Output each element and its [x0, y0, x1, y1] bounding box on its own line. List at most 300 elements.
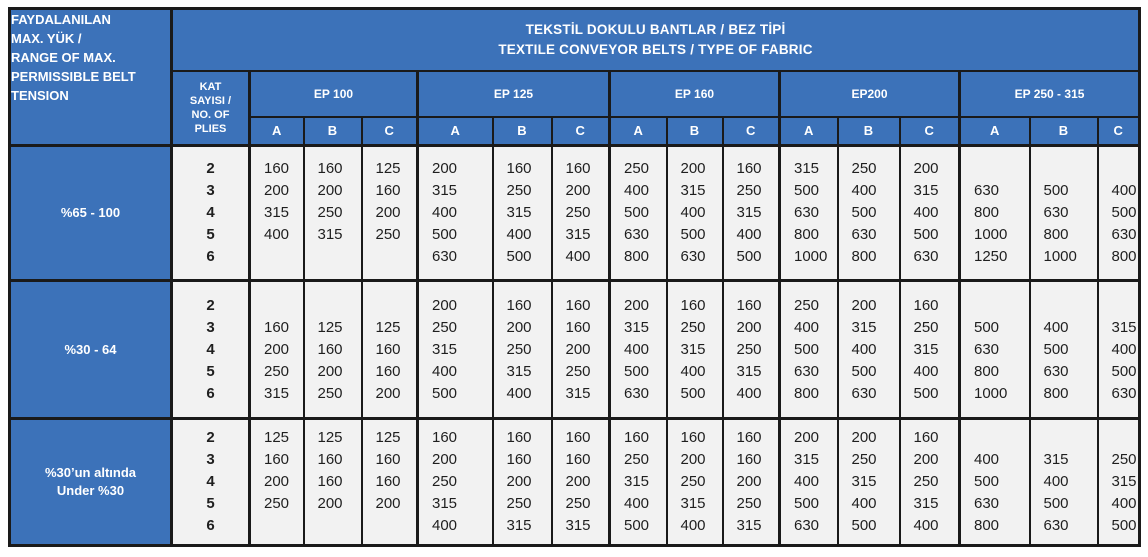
tension-value: 500	[1043, 182, 1069, 199]
column-header-ep125: EP 125	[418, 71, 610, 117]
subcolumn-header-c: C	[900, 117, 960, 146]
value-cell	[723, 146, 780, 281]
table-title-line-tr: TEKSTİL DOKULU BANTLAR / BEZ TİPİ	[525, 21, 786, 37]
tension-value: 160	[736, 429, 762, 446]
tension-value: 400	[506, 226, 532, 243]
tension-value: 160	[506, 296, 532, 314]
tension-value: 125	[375, 160, 401, 177]
plies-cell	[172, 281, 250, 419]
row-group-label-line: Under %30	[56, 483, 125, 498]
tension-value: 250	[432, 473, 458, 490]
tension-value: 160	[375, 473, 401, 490]
tension-value: 630	[1111, 384, 1137, 402]
tension-value: 250	[317, 384, 343, 402]
tension-value: 160	[565, 451, 591, 468]
tension-value: 250	[680, 473, 706, 490]
tension-value: 500	[913, 384, 939, 402]
tension-value: 500	[794, 182, 820, 199]
value-cell	[960, 419, 1030, 546]
tension-value: 160	[680, 429, 706, 446]
value-cell	[667, 281, 723, 419]
tension-value: 630	[1043, 204, 1069, 221]
tension-value: 400	[264, 226, 290, 243]
tension-value	[363, 246, 417, 268]
tension-value: 200	[565, 340, 591, 358]
value-cell	[838, 281, 900, 419]
tension-value: 400	[565, 248, 591, 265]
corner-header-max-load	[10, 9, 172, 146]
tension-value: 125	[375, 318, 401, 336]
tension-value: 160	[317, 160, 343, 177]
tension-value: 200	[506, 318, 532, 336]
value-cell	[610, 419, 667, 546]
tension-value: 160	[432, 429, 458, 446]
plies-cell	[172, 146, 250, 281]
table-title	[172, 9, 1140, 71]
value-cell	[723, 281, 780, 419]
tension-value: 315	[736, 362, 762, 380]
tension-value: 250	[736, 182, 762, 199]
tension-value: 160	[264, 318, 290, 336]
tension-value: 500	[1111, 517, 1137, 534]
tension-value: 200	[565, 473, 591, 490]
tension-value	[1031, 427, 1097, 449]
ply-count: 2	[206, 160, 215, 177]
value-cell	[960, 146, 1030, 281]
subcolumn-header-b: B	[1030, 117, 1098, 146]
plies-cell	[172, 419, 250, 546]
tension-value: 315	[264, 384, 290, 402]
tension-value: 200	[913, 160, 939, 177]
value-cell	[780, 419, 838, 546]
subcolumn-header-a: A	[418, 117, 493, 146]
tension-value: 400	[913, 362, 939, 380]
plies-header-line: NO. OF	[191, 108, 230, 121]
tension-value: 250	[317, 204, 343, 221]
tension-value: 500	[851, 362, 877, 380]
tension-value: 500	[1111, 362, 1137, 380]
tension-value	[251, 515, 303, 537]
value-cell	[1030, 146, 1098, 281]
tension-value: 200	[432, 451, 458, 468]
tension-value: 400	[851, 182, 877, 199]
column-header-ep200: EP200	[780, 71, 960, 117]
tension-value: 160	[264, 160, 290, 177]
tension-value: 400	[432, 517, 458, 534]
ply-count: 4	[206, 473, 215, 490]
subcolumn-header-a: A	[780, 117, 838, 146]
tension-value: 315	[1043, 451, 1069, 468]
tension-value: 1000	[974, 226, 1008, 243]
tension-value: 500	[432, 384, 458, 402]
tension-value: 160	[506, 429, 532, 446]
tension-value: 400	[736, 226, 762, 243]
tension-value: 315	[624, 473, 650, 490]
tension-value: 1000	[794, 248, 828, 265]
plies-header-line: SAYISI /	[189, 94, 232, 107]
table-title-line-en: TEXTILE CONVEYOR BELTS / TYPE OF FABRIC	[498, 41, 813, 57]
tension-value: 630	[1043, 362, 1069, 380]
column-header-plies	[172, 71, 250, 146]
tension-value: 250	[851, 160, 877, 177]
subcolumn-header-b: B	[838, 117, 900, 146]
tension-value: 160	[680, 296, 706, 314]
tension-value: 1250	[974, 248, 1008, 265]
tension-row-group	[10, 146, 1140, 281]
tension-value: 160	[264, 451, 290, 468]
tension-value: 125	[375, 429, 401, 446]
value-cell	[304, 281, 362, 419]
tension-value: 400	[1111, 182, 1137, 199]
value-cell	[493, 146, 552, 281]
ply-count: 5	[206, 495, 215, 512]
tension-value: 500	[794, 340, 820, 358]
tension-value: 125	[317, 429, 343, 446]
tension-value: 160	[736, 451, 762, 468]
tension-value	[251, 295, 303, 317]
tension-value: 200	[432, 160, 458, 177]
tension-value: 250	[913, 473, 939, 490]
ply-count: 6	[206, 248, 215, 265]
subcolumn-header-b: B	[493, 117, 552, 146]
tension-value: 800	[851, 248, 877, 265]
ply-count: 3	[206, 451, 215, 468]
tension-value: 315	[506, 362, 532, 380]
tension-value: 250	[1111, 451, 1137, 468]
subcolumn-header-c: C	[1098, 117, 1140, 146]
tension-value: 400	[1111, 495, 1137, 512]
ply-count: 3	[206, 318, 215, 336]
tension-value: 250	[506, 495, 532, 512]
tension-value: 400	[1043, 473, 1069, 490]
plies-header-line: PLIES	[194, 122, 227, 135]
table-header	[10, 9, 1140, 146]
tension-value	[961, 158, 1029, 180]
tension-value: 400	[913, 517, 939, 534]
tension-value	[1031, 295, 1097, 317]
tension-value: 160	[624, 429, 650, 446]
corner-header-line: RANGE OF MAX.	[11, 50, 116, 65]
tension-value: 250	[375, 226, 401, 243]
tension-value: 400	[680, 517, 706, 534]
tension-value: 500	[1043, 340, 1069, 358]
tension-value: 200	[317, 362, 343, 380]
tension-value: 250	[624, 451, 650, 468]
row-group-label	[10, 419, 172, 546]
ply-count: 4	[206, 340, 215, 358]
value-cell	[418, 146, 493, 281]
ply-count: 2	[206, 429, 215, 446]
tension-value: 630	[1111, 226, 1137, 243]
tension-value: 800	[794, 226, 820, 243]
tension-value: 160	[317, 340, 343, 358]
value-cell	[552, 419, 610, 546]
row-group-label-line: %30’un altında	[44, 465, 137, 480]
tension-value: 250	[565, 362, 591, 380]
column-header-ep100: EP 100	[250, 71, 418, 117]
tension-value: 500	[851, 517, 877, 534]
tension-value: 630	[974, 340, 1000, 358]
tension-value: 250	[565, 204, 591, 221]
value-cell	[667, 419, 723, 546]
tension-value: 400	[851, 340, 877, 358]
tension-value: 160	[565, 318, 591, 336]
tension-value: 315	[565, 517, 591, 534]
tension-value: 500	[1043, 495, 1069, 512]
tension-value: 250	[264, 362, 290, 380]
tension-value: 200	[375, 204, 401, 221]
value-cell	[552, 281, 610, 419]
value-cell	[362, 146, 418, 281]
tension-value: 200	[264, 473, 290, 490]
tension-value	[1031, 158, 1097, 180]
tension-value: 630	[624, 226, 650, 243]
tension-value: 630	[851, 384, 877, 402]
tension-value: 160	[913, 296, 939, 314]
tension-value: 400	[1111, 340, 1137, 358]
tension-value: 315	[736, 204, 762, 221]
value-cell	[1098, 419, 1140, 546]
ply-count: 4	[206, 204, 215, 221]
tension-value: 200	[680, 160, 706, 177]
tension-value: 250	[506, 182, 532, 199]
tension-value: 315	[736, 517, 762, 534]
tension-value: 800	[1043, 384, 1069, 402]
plies-header-line: KAT	[199, 80, 222, 93]
tension-value: 200	[680, 451, 706, 468]
column-header-ep160: EP 160	[610, 71, 780, 117]
belt-tension-table	[8, 7, 1141, 547]
tension-value: 315	[913, 340, 939, 358]
tension-value: 160	[375, 182, 401, 199]
column-header-ep250-315: EP 250 - 315	[960, 71, 1140, 117]
tension-value: 160	[506, 451, 532, 468]
tension-value: 800	[974, 362, 1000, 380]
tension-value: 315	[1111, 473, 1137, 490]
tension-value: 250	[624, 160, 650, 177]
value-cell	[723, 419, 780, 546]
tension-value: 500	[680, 226, 706, 243]
tension-value: 400	[794, 473, 820, 490]
value-cell	[900, 146, 960, 281]
tension-value	[363, 295, 417, 317]
tension-value: 315	[317, 226, 343, 243]
tension-value: 400	[680, 362, 706, 380]
value-cell	[250, 146, 304, 281]
tension-value: 400	[624, 495, 650, 512]
tension-value	[1099, 158, 1139, 180]
tension-value	[305, 515, 361, 537]
tension-value: 315	[851, 318, 877, 336]
tension-value: 200	[317, 495, 343, 512]
tension-value: 200	[851, 429, 877, 446]
tension-value: 800	[624, 248, 650, 265]
tension-value: 400	[736, 384, 762, 402]
value-cell	[493, 419, 552, 546]
value-cell	[610, 146, 667, 281]
value-cell	[250, 281, 304, 419]
tension-value: 500	[624, 204, 650, 221]
tension-value: 315	[680, 340, 706, 358]
ply-count: 6	[206, 384, 215, 402]
value-cell	[552, 146, 610, 281]
tension-value: 160	[736, 160, 762, 177]
tension-value: 400	[1043, 318, 1069, 336]
ply-count: 3	[206, 182, 215, 199]
tension-value	[363, 515, 417, 537]
tension-value: 250	[565, 495, 591, 512]
tension-value: 160	[317, 473, 343, 490]
corner-header-line: PERMISSIBLE BELT	[11, 69, 136, 84]
tension-value: 200	[624, 296, 650, 314]
row-group-label-line: %65 - 100	[60, 205, 121, 220]
belt-tension-table-body	[10, 146, 1140, 546]
tension-value: 160	[506, 160, 532, 177]
row-group-label	[10, 281, 172, 419]
tension-value: 250	[264, 495, 290, 512]
tension-value: 160	[565, 429, 591, 446]
tension-value: 800	[974, 517, 1000, 534]
tension-value: 125	[264, 429, 290, 446]
tension-value: 250	[851, 451, 877, 468]
tension-value: 800	[1043, 226, 1069, 243]
tension-value: 315	[506, 204, 532, 221]
tension-value: 800	[1111, 248, 1137, 265]
tension-value: 630	[974, 495, 1000, 512]
value-cell	[1098, 281, 1140, 419]
tension-value: 500	[974, 318, 1000, 336]
value-cell	[304, 146, 362, 281]
tension-row-group	[10, 419, 1140, 546]
tension-value: 630	[680, 248, 706, 265]
corner-header-line: MAX. YÜK /	[11, 31, 82, 46]
tension-value: 500	[974, 473, 1000, 490]
value-cell	[900, 281, 960, 419]
tension-value: 200	[375, 384, 401, 402]
tension-value: 400	[506, 384, 532, 402]
tension-value: 315	[264, 204, 290, 221]
tension-value: 630	[794, 517, 820, 534]
tension-value: 500	[794, 495, 820, 512]
tension-value: 630	[1043, 517, 1069, 534]
subcolumn-header-b: B	[667, 117, 723, 146]
value-cell	[838, 146, 900, 281]
tension-value: 250	[680, 318, 706, 336]
tension-value: 630	[851, 226, 877, 243]
subcolumn-header-a: A	[250, 117, 304, 146]
tension-value: 250	[506, 340, 532, 358]
tension-value: 200	[851, 296, 877, 314]
tension-value: 315	[624, 318, 650, 336]
tension-value: 315	[432, 495, 458, 512]
tension-value	[305, 295, 361, 317]
tension-value: 400	[974, 451, 1000, 468]
tension-value: 630	[794, 204, 820, 221]
ply-count: 2	[206, 296, 215, 314]
value-cell	[667, 146, 723, 281]
tension-value: 500	[851, 204, 877, 221]
tension-value: 200	[736, 473, 762, 490]
tension-value: 800	[974, 204, 1000, 221]
tension-value: 630	[974, 182, 1000, 199]
subcolumn-header-b: B	[304, 117, 362, 146]
ply-count: 6	[206, 517, 215, 534]
value-cell	[780, 281, 838, 419]
tension-value: 400	[624, 182, 650, 199]
tension-value: 200	[264, 182, 290, 199]
tension-value: 315	[680, 495, 706, 512]
tension-value: 315	[565, 384, 591, 402]
tension-value	[961, 427, 1029, 449]
tension-value: 160	[317, 451, 343, 468]
tension-value: 160	[375, 362, 401, 380]
tension-value: 400	[680, 204, 706, 221]
value-cell	[900, 419, 960, 546]
tension-value: 200	[264, 340, 290, 358]
value-cell	[362, 419, 418, 546]
tension-value: 160	[565, 160, 591, 177]
tension-value: 1000	[1043, 248, 1077, 265]
value-cell	[1098, 146, 1140, 281]
value-cell	[418, 281, 493, 419]
tension-value: 500	[624, 362, 650, 380]
tension-value: 250	[432, 318, 458, 336]
value-cell	[250, 419, 304, 546]
value-cell	[1030, 419, 1098, 546]
subcolumn-header-c: C	[723, 117, 780, 146]
ply-count: 5	[206, 362, 215, 380]
tension-value: 200	[913, 451, 939, 468]
tension-value: 315	[432, 182, 458, 199]
tension-value: 315	[851, 473, 877, 490]
value-cell	[838, 419, 900, 546]
tension-value: 250	[736, 340, 762, 358]
tension-value: 1000	[974, 384, 1008, 402]
tension-value: 400	[913, 204, 939, 221]
tension-value: 200	[794, 429, 820, 446]
tension-value: 315	[913, 182, 939, 199]
tension-value: 400	[624, 340, 650, 358]
tension-value: 160	[375, 340, 401, 358]
corner-header-line: FAYDALANILAN	[11, 12, 111, 27]
value-cell	[1030, 281, 1098, 419]
tension-value: 200	[565, 182, 591, 199]
value-cell	[610, 281, 667, 419]
tension-value: 160	[375, 451, 401, 468]
value-cell	[960, 281, 1030, 419]
tension-value	[251, 246, 303, 268]
value-cell	[362, 281, 418, 419]
tension-value: 160	[565, 296, 591, 314]
tension-value: 200	[375, 495, 401, 512]
tension-value: 800	[794, 384, 820, 402]
tension-value: 630	[432, 248, 458, 265]
value-cell	[780, 146, 838, 281]
tension-value: 500	[624, 517, 650, 534]
tension-value: 630	[794, 362, 820, 380]
tension-row-group	[10, 281, 1140, 419]
tension-value: 315	[680, 182, 706, 199]
tension-value: 315	[1111, 318, 1137, 336]
tension-value: 500	[913, 226, 939, 243]
value-cell	[418, 419, 493, 546]
tension-value: 125	[317, 318, 343, 336]
tension-value: 500	[506, 248, 532, 265]
tension-value: 315	[432, 340, 458, 358]
tension-value: 500	[736, 248, 762, 265]
tension-value: 500	[1111, 204, 1137, 221]
tension-value: 250	[913, 318, 939, 336]
